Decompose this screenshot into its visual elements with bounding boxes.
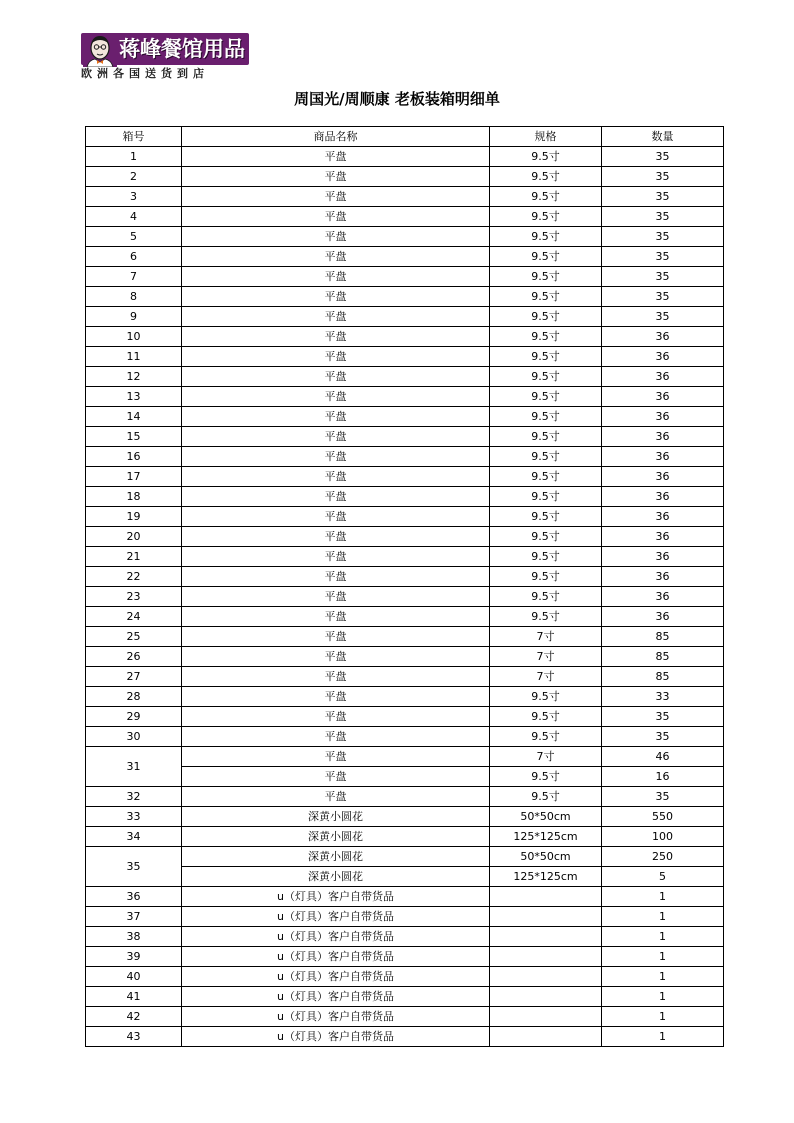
cell-spec: 9.5寸: [490, 247, 602, 267]
cell-box-number: 25: [86, 627, 182, 647]
cell-quantity: 16: [602, 767, 724, 787]
cell-spec: 125*125cm: [490, 827, 602, 847]
cell-product-name: 平盘: [182, 487, 490, 507]
table-row: [86, 467, 724, 487]
cell-quantity: 1: [602, 887, 724, 907]
cell-quantity: 36: [602, 567, 724, 587]
cell-box-number: 36: [86, 887, 182, 907]
table-row: [86, 627, 724, 647]
cell-quantity: 35: [602, 187, 724, 207]
cell-quantity: 1: [602, 907, 724, 927]
cell-spec: 9.5寸: [490, 427, 602, 447]
cell-quantity: 36: [602, 447, 724, 467]
cell-spec: [490, 927, 602, 947]
cell-product-name: 平盘: [182, 307, 490, 327]
table-row: [86, 807, 724, 827]
cell-quantity: 35: [602, 227, 724, 247]
cell-box-number: 16: [86, 447, 182, 467]
table-row: [86, 707, 724, 727]
cell-product-name: 平盘: [182, 507, 490, 527]
document-title: 周国光/周顺康 老板装箱明细单: [294, 90, 500, 108]
cell-quantity: 35: [602, 727, 724, 747]
cell-box-number: 35: [86, 847, 182, 887]
cell-quantity: 35: [602, 707, 724, 727]
cell-spec: 9.5寸: [490, 707, 602, 727]
cell-box-number: 24: [86, 607, 182, 627]
table-row: [86, 387, 724, 407]
table-row: [86, 147, 724, 167]
table-row: [86, 447, 724, 467]
cell-product-name: 平盘: [182, 447, 490, 467]
cell-box-number: 2: [86, 167, 182, 187]
cell-box-number: 34: [86, 827, 182, 847]
cell-box-number: 32: [86, 787, 182, 807]
header-product-name: 商品名称: [182, 127, 490, 147]
cell-box-number: 9: [86, 307, 182, 327]
cell-box-number: 23: [86, 587, 182, 607]
cell-quantity: 35: [602, 147, 724, 167]
cell-box-number: 19: [86, 507, 182, 527]
cell-product-name: 平盘: [182, 667, 490, 687]
cell-spec: 9.5寸: [490, 327, 602, 347]
cell-box-number: 40: [86, 967, 182, 987]
cell-product-name: 深黄小圆花: [182, 827, 490, 847]
cell-product-name: 平盘: [182, 727, 490, 747]
cell-product-name: 平盘: [182, 467, 490, 487]
cell-box-number: 26: [86, 647, 182, 667]
cell-product-name: 深黄小圆花: [182, 867, 490, 887]
table-row: [86, 787, 724, 807]
cell-spec: 9.5寸: [490, 367, 602, 387]
cell-product-name: u（灯具）客户自带货品: [182, 947, 490, 967]
table-row: [86, 647, 724, 667]
table-row: [86, 167, 724, 187]
cell-spec: 9.5寸: [490, 607, 602, 627]
cell-spec: 9.5寸: [490, 287, 602, 307]
cell-product-name: 平盘: [182, 347, 490, 367]
cell-box-number: 18: [86, 487, 182, 507]
table-row: [86, 767, 724, 787]
cell-product-name: 平盘: [182, 747, 490, 767]
cell-product-name: u（灯具）客户自带货品: [182, 907, 490, 927]
cell-box-number: 7: [86, 267, 182, 287]
cell-product-name: 平盘: [182, 527, 490, 547]
cell-box-number: 8: [86, 287, 182, 307]
company-logo: [81, 33, 251, 81]
cell-quantity: 5: [602, 867, 724, 887]
cell-spec: 9.5寸: [490, 147, 602, 167]
cell-spec: 9.5寸: [490, 187, 602, 207]
table-row: [86, 527, 724, 547]
cell-quantity: 1: [602, 927, 724, 947]
cell-product-name: u（灯具）客户自带货品: [182, 1007, 490, 1027]
cell-product-name: 平盘: [182, 247, 490, 267]
cell-box-number: 20: [86, 527, 182, 547]
cell-box-number: 5: [86, 227, 182, 247]
cell-box-number: 33: [86, 807, 182, 827]
table-row: [86, 427, 724, 447]
cell-product-name: 平盘: [182, 787, 490, 807]
cell-quantity: 36: [602, 347, 724, 367]
cell-product-name: 平盘: [182, 627, 490, 647]
table-row: [86, 367, 724, 387]
cell-spec: [490, 987, 602, 1007]
table-row: [86, 687, 724, 707]
cell-quantity: 35: [602, 267, 724, 287]
table-row: [86, 727, 724, 747]
cell-box-number: 37: [86, 907, 182, 927]
cell-quantity: 36: [602, 527, 724, 547]
table-row: [86, 907, 724, 927]
cell-spec: 9.5寸: [490, 567, 602, 587]
cell-quantity: 550: [602, 807, 724, 827]
cell-product-name: 平盘: [182, 167, 490, 187]
cell-product-name: 平盘: [182, 227, 490, 247]
cell-box-number: 14: [86, 407, 182, 427]
cell-box-number: 41: [86, 987, 182, 1007]
cell-box-number: 10: [86, 327, 182, 347]
cell-product-name: 平盘: [182, 647, 490, 667]
cell-product-name: 平盘: [182, 267, 490, 287]
cell-product-name: 平盘: [182, 407, 490, 427]
cell-box-number: 31: [86, 747, 182, 787]
cell-box-number: 1: [86, 147, 182, 167]
cell-spec: 9.5寸: [490, 547, 602, 567]
cell-spec: 9.5寸: [490, 487, 602, 507]
table-row: [86, 207, 724, 227]
cell-product-name: 平盘: [182, 287, 490, 307]
cell-quantity: 36: [602, 407, 724, 427]
table-row: [86, 967, 724, 987]
cell-spec: [490, 1007, 602, 1027]
table-row: [86, 227, 724, 247]
cell-product-name: 平盘: [182, 207, 490, 227]
table-row: [86, 947, 724, 967]
cell-product-name: u（灯具）客户自带货品: [182, 987, 490, 1007]
cell-product-name: 平盘: [182, 707, 490, 727]
cell-spec: [490, 887, 602, 907]
table-row: [86, 1027, 724, 1047]
packing-list-table: [85, 126, 724, 1047]
cell-quantity: 36: [602, 587, 724, 607]
cell-box-number: 15: [86, 427, 182, 447]
cell-quantity: 46: [602, 747, 724, 767]
header-box-number: 箱号: [86, 127, 182, 147]
cell-spec: 50*50cm: [490, 847, 602, 867]
table-row: [86, 547, 724, 567]
table-row: [86, 607, 724, 627]
cell-product-name: u（灯具）客户自带货品: [182, 927, 490, 947]
table-row: [86, 507, 724, 527]
cell-product-name: 平盘: [182, 367, 490, 387]
cell-product-name: u（灯具）客户自带货品: [182, 967, 490, 987]
cell-quantity: 36: [602, 327, 724, 347]
cell-quantity: 85: [602, 647, 724, 667]
table-row: [86, 307, 724, 327]
cell-product-name: 平盘: [182, 427, 490, 447]
cell-spec: 9.5寸: [490, 307, 602, 327]
cell-quantity: 35: [602, 287, 724, 307]
cell-spec: 7寸: [490, 627, 602, 647]
cell-quantity: 1: [602, 987, 724, 1007]
cell-spec: 7寸: [490, 647, 602, 667]
cell-spec: 9.5寸: [490, 507, 602, 527]
cell-quantity: 35: [602, 787, 724, 807]
table-row: [86, 487, 724, 507]
cell-quantity: 85: [602, 667, 724, 687]
cell-quantity: 100: [602, 827, 724, 847]
cell-spec: 9.5寸: [490, 227, 602, 247]
cell-box-number: 38: [86, 927, 182, 947]
cell-quantity: 35: [602, 207, 724, 227]
cell-spec: 9.5寸: [490, 267, 602, 287]
cell-product-name: 平盘: [182, 567, 490, 587]
table-row: [86, 247, 724, 267]
cell-spec: 9.5寸: [490, 767, 602, 787]
cell-product-name: u（灯具）客户自带货品: [182, 887, 490, 907]
cell-spec: 9.5寸: [490, 167, 602, 187]
cell-spec: 9.5寸: [490, 587, 602, 607]
cell-box-number: 12: [86, 367, 182, 387]
cell-quantity: 36: [602, 607, 724, 627]
cell-spec: 9.5寸: [490, 727, 602, 747]
logo-tagline: 欧洲各国送货到店: [81, 67, 209, 80]
cell-quantity: 36: [602, 487, 724, 507]
cell-spec: 9.5寸: [490, 447, 602, 467]
cell-spec: [490, 907, 602, 927]
cell-box-number: 11: [86, 347, 182, 367]
table-body: [86, 147, 724, 1047]
table-row: [86, 587, 724, 607]
cell-quantity: 36: [602, 547, 724, 567]
portrait-icon: [83, 33, 117, 67]
cell-product-name: 平盘: [182, 387, 490, 407]
table-row: [86, 347, 724, 367]
cell-quantity: 35: [602, 167, 724, 187]
cell-spec: 9.5寸: [490, 407, 602, 427]
table-row: [86, 1007, 724, 1027]
table-header-row: [86, 127, 724, 147]
cell-box-number: 28: [86, 687, 182, 707]
cell-spec: 125*125cm: [490, 867, 602, 887]
cell-quantity: 36: [602, 467, 724, 487]
table-row: [86, 327, 724, 347]
cell-box-number: 4: [86, 207, 182, 227]
table-row: [86, 187, 724, 207]
cell-quantity: 1: [602, 947, 724, 967]
table-row: [86, 927, 724, 947]
cell-box-number: 6: [86, 247, 182, 267]
logo-name: 蒋峰餐馆用品: [119, 37, 245, 61]
cell-product-name: 平盘: [182, 607, 490, 627]
cell-product-name: 平盘: [182, 327, 490, 347]
cell-quantity: 35: [602, 247, 724, 267]
cell-box-number: 43: [86, 1027, 182, 1047]
table-row: [86, 567, 724, 587]
table-row: [86, 407, 724, 427]
cell-product-name: 平盘: [182, 147, 490, 167]
cell-spec: 9.5寸: [490, 387, 602, 407]
cell-product-name: 深黄小圆花: [182, 807, 490, 827]
table-row: [86, 887, 724, 907]
header-spec: 规格: [490, 127, 602, 147]
cell-quantity: 1: [602, 1027, 724, 1047]
cell-quantity: 250: [602, 847, 724, 867]
cell-spec: [490, 947, 602, 967]
cell-product-name: 深黄小圆花: [182, 847, 490, 867]
cell-box-number: 3: [86, 187, 182, 207]
cell-product-name: 平盘: [182, 547, 490, 567]
cell-box-number: 21: [86, 547, 182, 567]
cell-box-number: 22: [86, 567, 182, 587]
cell-spec: 9.5寸: [490, 467, 602, 487]
cell-spec: 9.5寸: [490, 347, 602, 367]
cell-box-number: 17: [86, 467, 182, 487]
cell-product-name: 平盘: [182, 587, 490, 607]
cell-quantity: 36: [602, 427, 724, 447]
cell-spec: 9.5寸: [490, 687, 602, 707]
cell-box-number: 27: [86, 667, 182, 687]
table-row: [86, 987, 724, 1007]
cell-quantity: 1: [602, 1007, 724, 1027]
cell-quantity: 36: [602, 507, 724, 527]
cell-box-number: 39: [86, 947, 182, 967]
cell-spec: 7寸: [490, 667, 602, 687]
cell-quantity: 36: [602, 367, 724, 387]
cell-quantity: 36: [602, 387, 724, 407]
cell-spec: 9.5寸: [490, 527, 602, 547]
cell-product-name: 平盘: [182, 767, 490, 787]
cell-spec: 9.5寸: [490, 207, 602, 227]
cell-box-number: 30: [86, 727, 182, 747]
table-row: [86, 747, 724, 767]
table-row: [86, 847, 724, 867]
header-quantity: 数量: [602, 127, 724, 147]
table-row: [86, 827, 724, 847]
cell-box-number: 13: [86, 387, 182, 407]
cell-spec: [490, 1027, 602, 1047]
cell-product-name: u（灯具）客户自带货品: [182, 1027, 490, 1047]
cell-spec: 7寸: [490, 747, 602, 767]
table-row: [86, 287, 724, 307]
cell-product-name: 平盘: [182, 187, 490, 207]
cell-product-name: 平盘: [182, 687, 490, 707]
cell-quantity: 35: [602, 307, 724, 327]
table-row: [86, 867, 724, 887]
cell-box-number: 29: [86, 707, 182, 727]
cell-spec: 9.5寸: [490, 787, 602, 807]
cell-box-number: 42: [86, 1007, 182, 1027]
table-row: [86, 267, 724, 287]
cell-quantity: 85: [602, 627, 724, 647]
cell-quantity: 1: [602, 967, 724, 987]
table-row: [86, 667, 724, 687]
cell-spec: 50*50cm: [490, 807, 602, 827]
cell-quantity: 33: [602, 687, 724, 707]
cell-spec: [490, 967, 602, 987]
